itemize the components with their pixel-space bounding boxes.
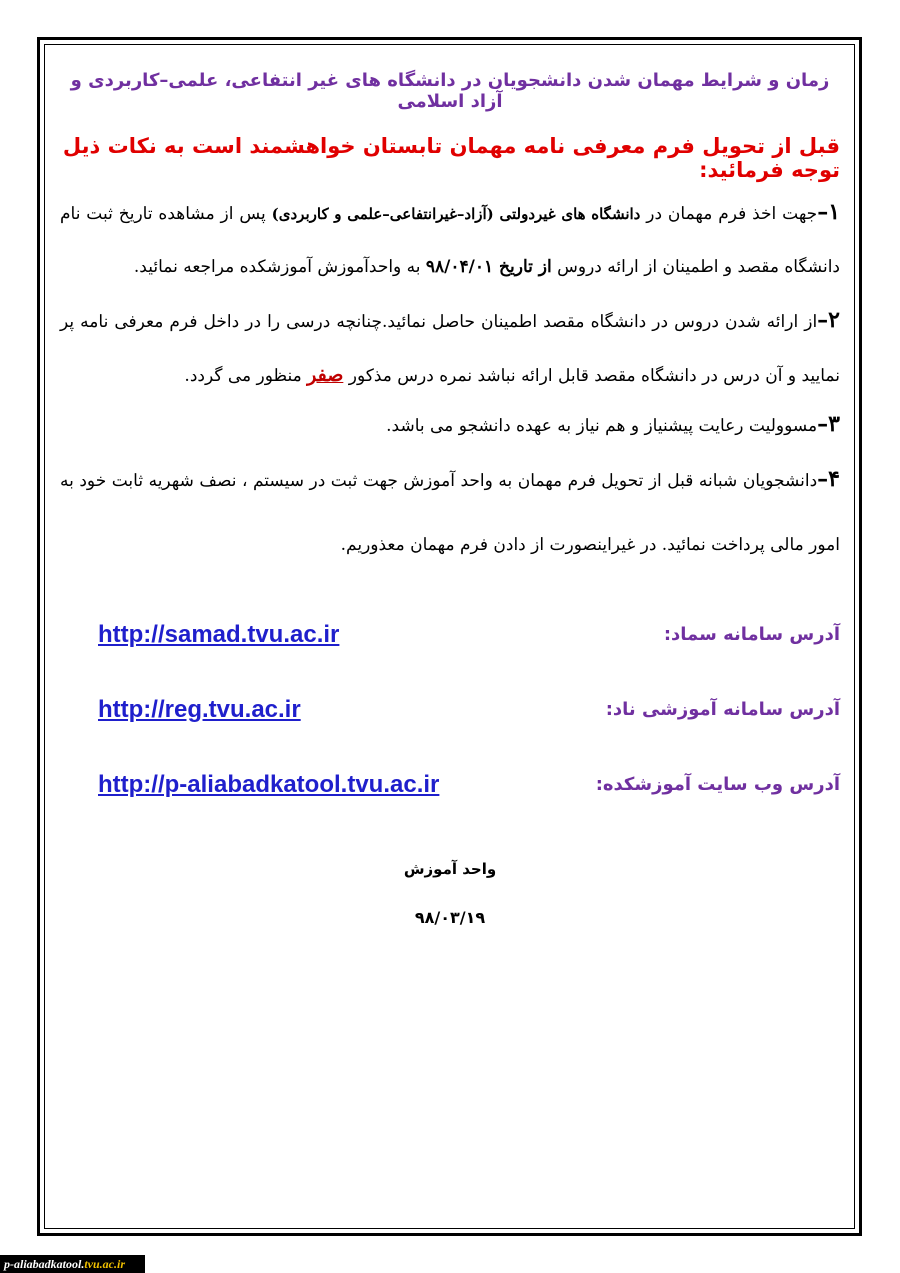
item-1-text-c: پس از مشاهده تاریخ ثبت نام دانشگاه مقصد و اطمینان از ارائه دروس [60,204,840,277]
address-link-samad[interactable]: http://samad.tvu.ac.ir [98,620,340,648]
address-link-website[interactable]: http://p-aliabadkatool.tvu.ac.ir [98,770,440,798]
item-2-text-c: منظور می گردد. [184,366,308,386]
address-label-nad: آدرس سامانه آموزشی ناد: [605,699,840,720]
item-4-number: ۴– [817,466,840,492]
footer-domain: tvu.ac.ir [84,1257,126,1271]
page-subtitle: قبل از تحویل فرم معرفی نامه مهمان تابستان خواهشمند است به نکات ذیل توجه فرمائید: [62,134,840,182]
item-2-number: ۲– [817,307,840,333]
footer-site: p-aliabadkatool. [4,1257,85,1271]
item-1 [60,186,840,294]
document-date: ۹۸/۰۳/۱۹ [414,908,486,927]
item-3-number: ۳– [817,411,840,437]
document-body [60,60,840,927]
page-title: زمان و شرایط مهمان شدن دانشجویان در دانشگاه های غیر انتفاعی، علمی–کاربردی و آزاد اسلامی [70,70,830,112]
address-label-samad: آدرس سامانه سماد: [663,624,840,645]
item-1-text-e: به واحدآموزش آموزشکده مراجعه نمائید. [133,257,426,277]
item-4 [60,447,840,577]
item-2 [60,294,840,403]
item-1-number: ۱– [817,199,841,225]
item-1-date: از تاریخ ۹۸/۰۴/۰۱ [425,257,552,277]
address-link-nad[interactable]: http://reg.tvu.ac.ir [98,695,301,723]
item-2-text-a: از ارائه شدن دروس در دانشگاه مقصد اطمینان حاصل نمائید.چنانچه درسی را در داخل فرم معرفی نامه پر نمایید و آن درس در دانشگاه مقصد قابل ارائه نباشد نمره درس مذکور [60,312,840,386]
item-3 [60,403,840,447]
address-list [60,597,840,822]
signature: واحد آموزش [403,860,497,878]
footer-watermark [0,1255,145,1273]
address-label-website: آدرس وب سایت آموزشکده: [595,774,840,795]
address-row-website [60,747,840,822]
address-row-nad [60,672,840,747]
item-1-text-a: جهت اخذ فرم مهمان در [640,204,818,224]
item-1-universities: دانشگاه های غیردولتی (آزاد–غیرانتفاعی–علمی و کاربردی) [271,205,641,223]
item-2-zero: صفر [307,364,344,386]
item-3-text: مسوولیت رعایت پیشنیاز و هم نیاز به عهده دانشجو می باشد. [386,416,818,436]
item-4-text: دانشجویان شبانه قبل از تحویل فرم مهمان به واحد آموزش جهت ثبت در سیستم ، نصف شهریه ثابت خود به امور مالی پرداخت نمائید. در غیراینصورت از دادن فرم مهمان معذوریم. [60,471,840,555]
address-row-samad [60,597,840,672]
